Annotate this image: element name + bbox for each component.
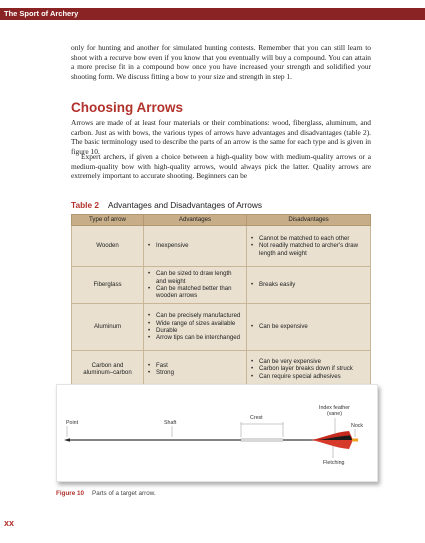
advantages-cell: [144, 226, 247, 267]
list-item: • Can require special adhesives: [251, 373, 366, 380]
label-index-feather: [319, 405, 350, 417]
body-paragraph: only for hunting and another for simulated hunting contests. Remember that you can still learn to shoot with a recurve bow even if you know that you eventually will buy a compound. You can attain a more precise fit in a compound bow once you have increased your strength and solidified your shooting form. We discuss fitting a bow to your size and strength in step 1.: [71, 43, 371, 81]
list-item: • Fast: [148, 362, 242, 369]
disadvantages-cell: [247, 304, 371, 351]
figure-number: Figure 10: [56, 490, 84, 497]
arrow-point: [64, 438, 70, 441]
arrows-table: [71, 214, 371, 388]
label-nock: Nock: [351, 423, 364, 429]
section-heading: Choosing Arrows: [71, 100, 184, 115]
list-item: • Cannot be matched to each other: [251, 235, 366, 242]
type-cell: Carbon and aluminum–carbon: [72, 351, 144, 388]
list-item: • Can be expensive: [251, 323, 366, 330]
list-item: • Inexpensive: [148, 242, 242, 249]
list-item: • Arrow tips can be interchanged: [148, 334, 242, 341]
table-number: Table 2: [71, 200, 99, 210]
list-item: • Breaks easily: [251, 281, 366, 288]
type-cell: Wooden: [72, 226, 144, 267]
list-item: • Durable: [148, 327, 242, 334]
body-paragraph: Arrows are made of at least four materials or their combinations: wood, fiberglass, aluminum, and carbon. Just as with bows, the various types of arrows have advantages and disadvantages (table 2). The basic terminology used to describe the parts of an arrow is the same for each type and is given in figure 10.: [71, 118, 371, 156]
table-title: Advantages and Disadvantages of Arrows: [107, 200, 263, 210]
advantages-cell: [144, 304, 247, 351]
body-paragraph: Expert archers, if given a choice between a high-quality bow with medium-quality arrows or a medium-quality bow with high-quality arrows, would always pick the latter. Quality arrows are extremely important to accurate shooting. Beginners can be: [71, 152, 371, 181]
arrow-figure: [56, 384, 378, 482]
list-item: • Can be matched better than wooden arrows: [148, 285, 242, 300]
table-header-row: [72, 215, 371, 226]
column-header-disadvantages: Disadvantages: [247, 215, 371, 226]
table-caption: [71, 200, 262, 210]
label-fletching: Fletching: [323, 460, 345, 466]
list-item: • Strong: [148, 369, 242, 376]
list-item: • Can be sized to draw length and weight: [148, 270, 242, 285]
list-item: • Not readily matched to archer's draw length and weight: [251, 242, 366, 257]
label-shaft: Shaft: [164, 420, 177, 426]
label-index-feather-line1: Index feather: [319, 405, 350, 411]
label-crest: Crest: [250, 415, 263, 421]
column-header-type: Type of arrow: [72, 215, 144, 226]
disadvantages-cell: [247, 351, 371, 388]
running-head: The Sport of Archery: [4, 9, 79, 18]
arrow-crest: [241, 439, 283, 442]
table-row: [72, 267, 371, 304]
list-item: • Can be precisely manufactured: [148, 312, 242, 319]
advantages-cell: [144, 267, 247, 304]
list-item: • Carbon layer breaks down if struck: [251, 365, 366, 372]
type-cell: Aluminum: [72, 304, 144, 351]
page-number: xx: [4, 518, 15, 528]
table-row: [72, 304, 371, 351]
table-row: [72, 351, 371, 388]
disadvantages-cell: [247, 226, 371, 267]
list-item: • Wide range of sizes available: [148, 320, 242, 327]
disadvantages-cell: [247, 267, 371, 304]
list-item: • Can be very expensive: [251, 358, 366, 365]
label-index-feather-line2: (vane): [326, 411, 342, 418]
fletching-vane-bottom: [311, 440, 353, 449]
figure-caption: [56, 490, 156, 497]
arrow-nock: [352, 439, 358, 442]
arrow-illustration: [57, 385, 379, 483]
advantages-cell: [144, 351, 247, 388]
type-cell: Fiberglass: [72, 267, 144, 304]
label-point: Point: [66, 420, 79, 426]
figure-caption-text: Parts of a target arrow.: [92, 490, 156, 497]
column-header-advantages: Advantages: [144, 215, 247, 226]
table-row: [72, 226, 371, 267]
